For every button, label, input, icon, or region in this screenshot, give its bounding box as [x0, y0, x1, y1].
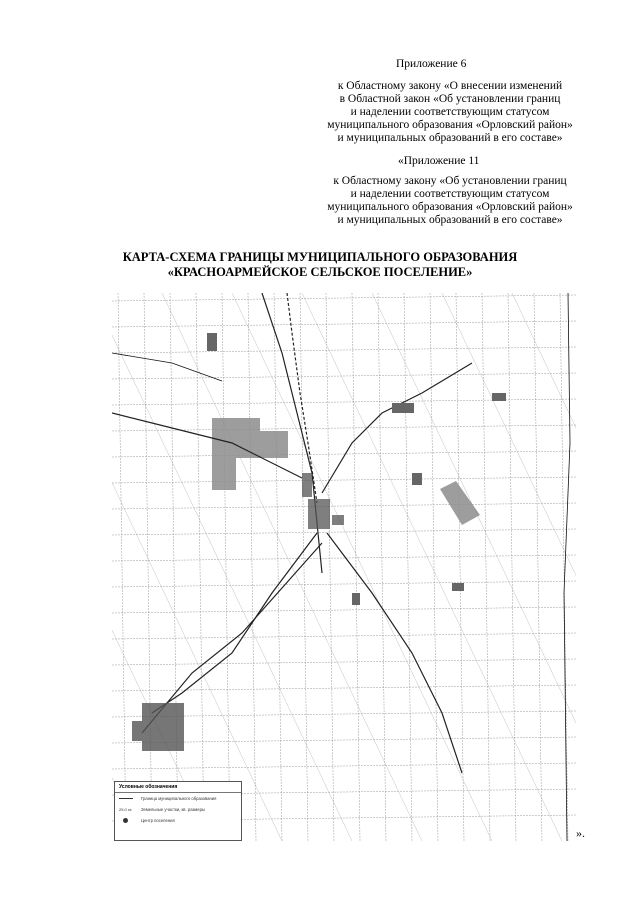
boundary-line-icon [119, 798, 133, 799]
appendix-11-line: и наделении соответствующим статусом [350, 188, 550, 200]
map-title [0, 250, 640, 280]
highlighted-parcels [212, 418, 480, 525]
appendix-6-line: к Областному закону «О внесении изменений [337, 80, 563, 92]
grid-line-vertical [534, 293, 542, 841]
appendix-11-text [300, 175, 600, 227]
grid-line-vertical [170, 293, 178, 841]
grid-line-horizontal [112, 321, 576, 327]
appendix-6-line: муниципального образования «Орловский район» [327, 119, 573, 131]
field-road-diagonal [372, 293, 576, 841]
grid-line-horizontal [112, 581, 576, 587]
map-scheme[interactable] [112, 293, 576, 841]
appendix-11-line: к Областному закону «Об установлении границ [333, 175, 567, 187]
grid-line-vertical [482, 293, 490, 841]
grid-line-vertical [326, 293, 334, 841]
appendix-6-line: в Областной закон «Об установлении границ [339, 93, 561, 105]
appendix-11-line: и муниципальных образований в его составе» [337, 214, 563, 226]
grid-line-horizontal [112, 763, 576, 769]
grid-line-horizontal [112, 659, 576, 665]
legend-symbol-text: 25.0 га [119, 807, 132, 812]
grid-line-horizontal [112, 633, 576, 639]
grid-line-vertical [274, 293, 282, 841]
legend-item [115, 804, 241, 815]
map-title-line-2: «КРАСНОАРМЕЙСКОЕ СЕЛЬСКОЕ ПОСЕЛЕНИЕ» [167, 265, 473, 279]
grid-line-horizontal [112, 347, 576, 353]
settlement-southwest [132, 703, 184, 751]
field-road-diagonal [302, 293, 562, 841]
legend-item [115, 793, 241, 804]
grid-line-horizontal [112, 529, 576, 535]
center-dot-icon [123, 818, 128, 823]
field-roads [112, 293, 576, 841]
legend-label: Центр поселения [141, 818, 175, 823]
appendix-6-line: и наделении соответствующим статусом [350, 106, 550, 118]
map-legend [114, 781, 242, 841]
field-road-diagonal [232, 293, 492, 841]
grid-line-vertical [222, 293, 230, 841]
closing-mark: ». [576, 826, 585, 840]
grid-line-vertical [248, 293, 256, 841]
grid-line-vertical [430, 293, 438, 841]
grid-line-horizontal [112, 503, 576, 509]
grid-line-horizontal [112, 399, 576, 405]
settlement-center [302, 473, 344, 529]
grid-line-vertical [378, 293, 386, 841]
legend-title: Условные обозначения [115, 782, 241, 793]
grid-line-horizontal [112, 373, 576, 379]
parcel-east [440, 481, 480, 525]
grid-line-vertical [144, 293, 152, 841]
appendix-6-title: Приложение 6 [396, 58, 467, 70]
legend-label: Земельные участки, кв. размеры [141, 807, 205, 812]
appendix-11-line: муниципального образования «Орловский район» [327, 201, 573, 213]
grid-line-vertical [118, 293, 126, 841]
grid-line-vertical [508, 293, 516, 841]
field-road-diagonal [112, 293, 142, 841]
grid-line-horizontal [112, 607, 576, 613]
map-title-line-1: КАРТА-СХЕМА ГРАНИЦЫ МУНИЦИПАЛЬНОГО ОБРАЗОВАНИЯ [122, 250, 518, 264]
main-roads [112, 293, 472, 773]
appendix-6-text [300, 80, 600, 145]
grid-line-horizontal [112, 295, 576, 301]
appendix-6-line: и муниципальных образований в его составе» [337, 132, 563, 144]
road-southeast [327, 533, 462, 773]
map-canvas [112, 293, 576, 841]
appendix-11-title: «Приложение 11 [398, 155, 480, 167]
legend-item [115, 815, 241, 826]
field-grid [112, 293, 576, 841]
grid-line-vertical [196, 293, 204, 841]
legend-label: Граница муниципального образования [141, 796, 217, 801]
grid-line-vertical [560, 293, 568, 841]
